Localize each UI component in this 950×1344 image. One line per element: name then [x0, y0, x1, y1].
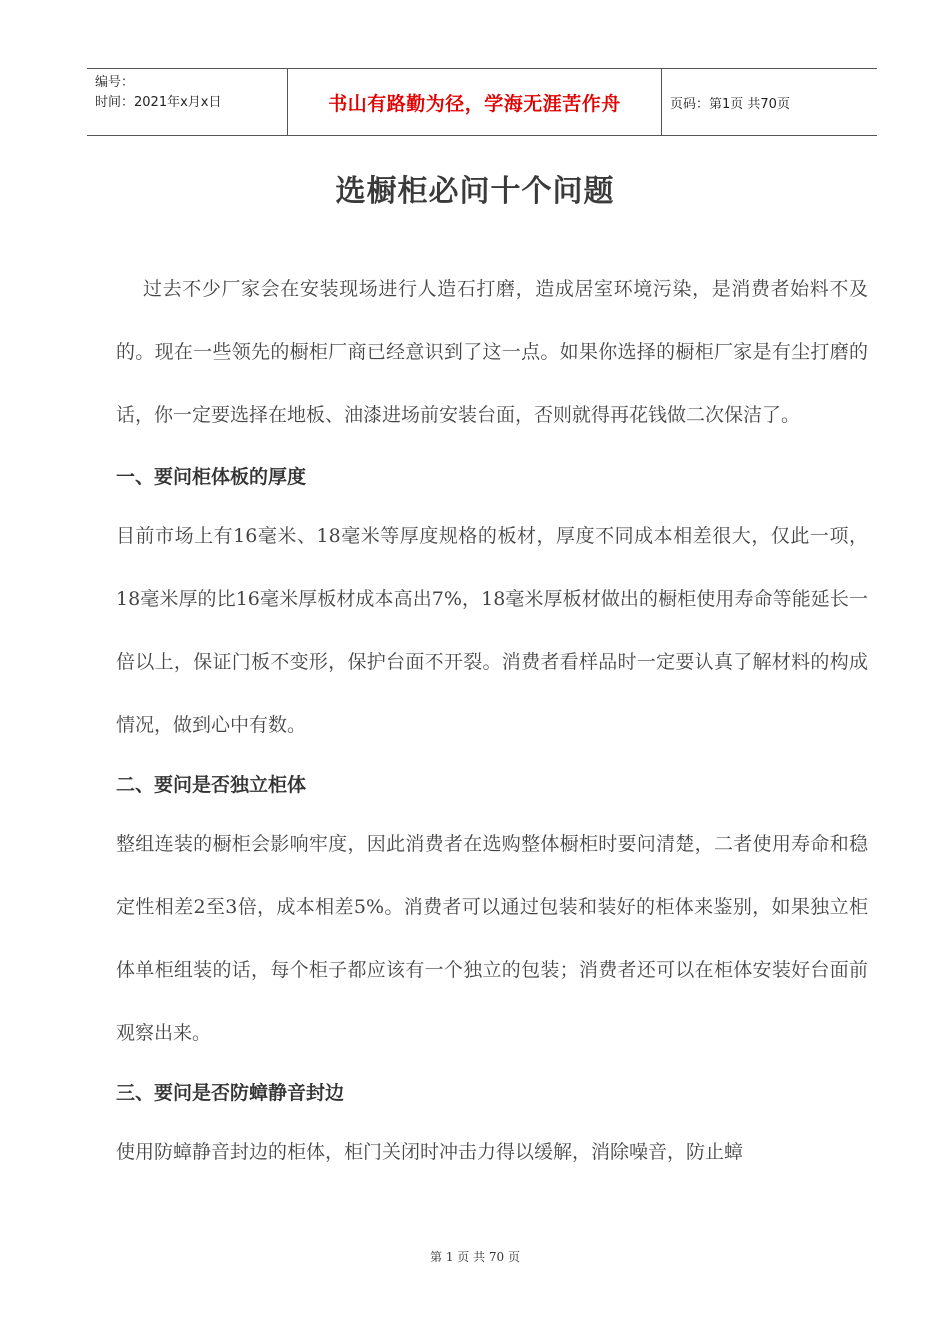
header-table: [87, 68, 877, 136]
number-label: 编号：: [95, 75, 135, 90]
motto-text: 书山有路勤为径，学海无涯苦作舟: [328, 92, 621, 115]
section-paragraph: 整组连装的橱柜会影响牢度，因此消费者在选购整体橱柜时要问清楚，二者使用寿命和稳定性相差2至3倍，成本相差5%。消费者可以通过包装和装好的柜体来鉴别，如果独立柜体单柜组装的话，每个柜子都应该有一个独立的包装；消费者还可以在柜体安装好台面前观察出来。: [116, 833, 868, 1044]
section-heading: 一、要问柜体板的厚度: [116, 466, 307, 488]
document-body: [116, 258, 868, 1184]
motto-cell: [288, 69, 662, 135]
page-code-text: 页码：第1页 共70页: [670, 96, 790, 112]
section-paragraph: 目前市场上有16毫米、18毫米等厚度规格的板材，厚度不同成本相差很大，仅此一项，18毫米厚的比16毫米厚板材成本高出7%，18毫米厚板材做出的橱柜使用寿命等能延长一倍以上，保证门板不变形，保护台面不开裂。消费者看样品时一定要认真了解材料的构成情况，做到心中有数。: [116, 525, 868, 736]
page-code-cell: [662, 69, 877, 135]
section-paragraph: 使用防蟑静音封边的柜体，柜门关闭时冲击力得以缓解，消除噪音，防止蟑: [116, 1141, 744, 1163]
section-heading: 三、要问是否防蟑静音封边: [116, 1082, 345, 1104]
header-meta-cell: [87, 69, 288, 135]
section-3: [116, 1065, 868, 1184]
section-1: [116, 449, 868, 757]
time-label: 时间：2021年x月x日: [95, 95, 222, 110]
section-2: [116, 757, 868, 1065]
document-title: 选橱柜必问十个问题: [335, 174, 615, 209]
page-footer: 第 1 页 共 70 页: [430, 1250, 520, 1264]
section-heading: 二、要问是否独立柜体: [116, 774, 307, 796]
intro-paragraph: 过去不少厂家会在安装现场进行人造石打磨，造成居室环境污染，是消费者始料不及的。现在一些领先的橱柜厂商已经意识到了这一点。如果你选择的橱柜厂家是有尘打磨的话，你一定要选择在地板、油漆进场前安装台面，否则就得再花钱做二次保洁了。: [116, 278, 868, 426]
